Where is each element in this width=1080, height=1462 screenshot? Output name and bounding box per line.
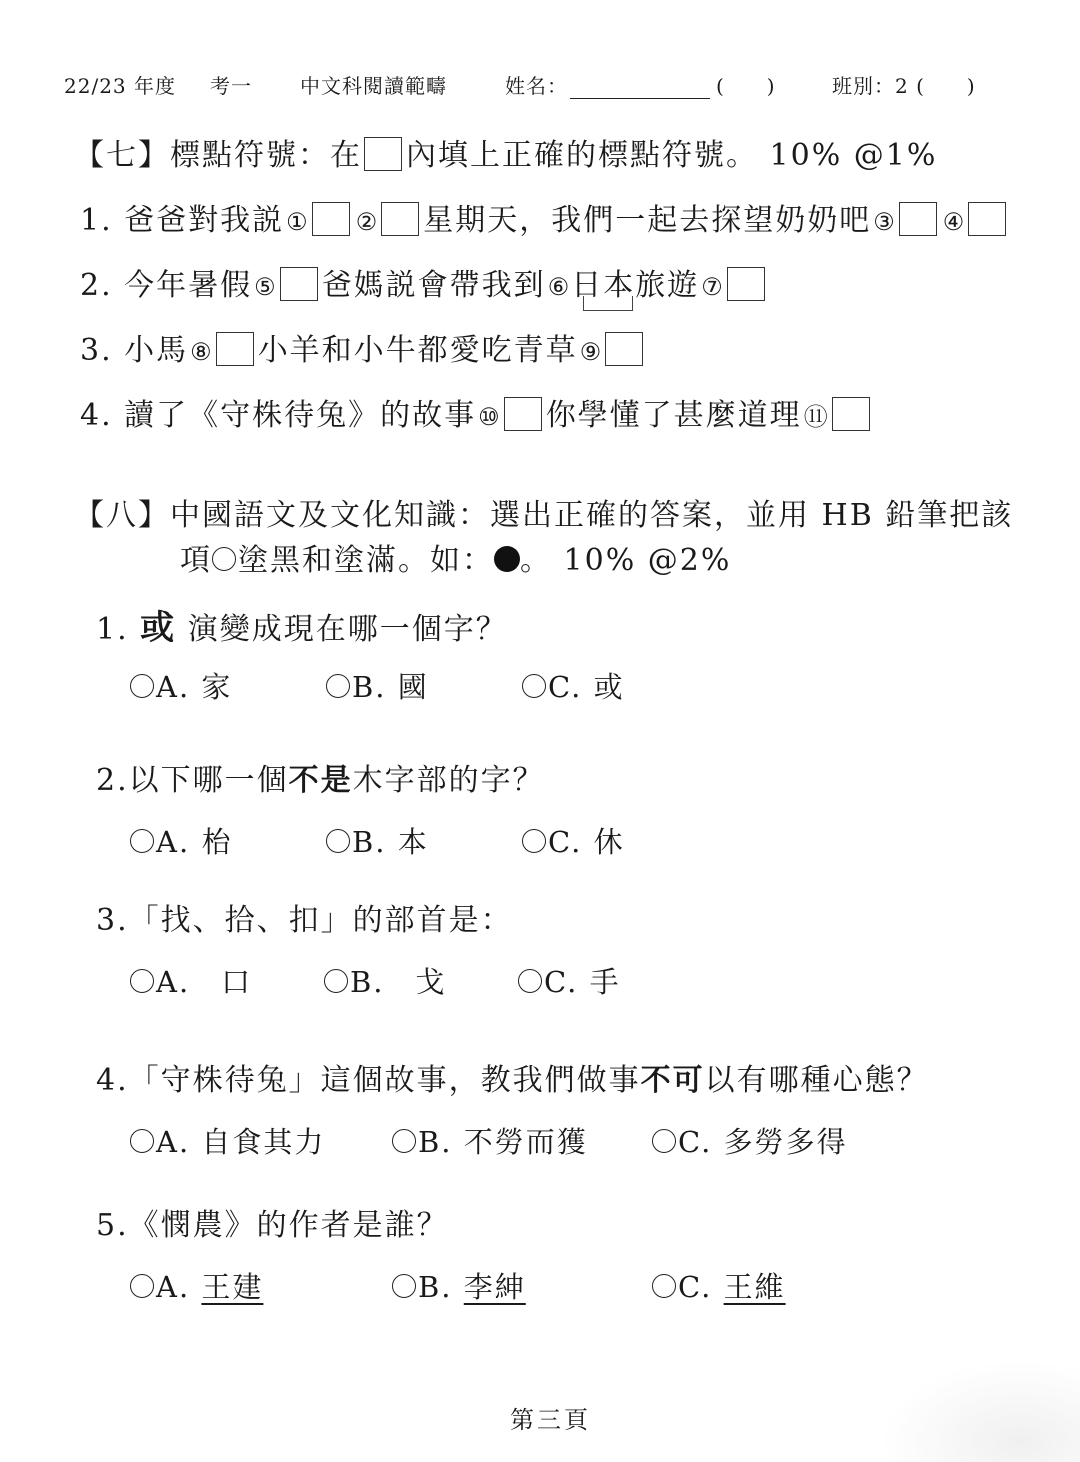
radio-icon[interactable] xyxy=(130,1274,154,1298)
radio-icon[interactable] xyxy=(518,969,542,993)
s7-question-1: 1. 爸爸對我説① ② 星期天，我們一起去探望奶奶吧③ ④ xyxy=(80,195,1010,239)
s7-question-4: 4. 讀了《守株待兔》的故事⑩ 你學懂了甚麼道理⑪ xyxy=(80,390,874,434)
answer-box-6-bracket[interactable] xyxy=(583,296,633,311)
radio-icon[interactable] xyxy=(522,829,546,853)
radio-icon[interactable] xyxy=(392,1129,416,1153)
answer-box-2[interactable] xyxy=(381,202,419,236)
answer-box-4[interactable] xyxy=(968,202,1006,236)
s8-question-3: 3.「找、拾、扣」的部首是： xyxy=(96,903,513,938)
ancient-character-icon: 或 xyxy=(140,608,177,648)
radio-icon[interactable] xyxy=(130,674,154,698)
radio-icon[interactable] xyxy=(130,1129,154,1153)
q4-option-c[interactable]: C. 多勞多得 xyxy=(652,1120,848,1161)
answer-box-1[interactable] xyxy=(312,202,350,236)
s7-question-2: 2. 今年暑假⑤ 爸媽説會帶我到⑥日本旅遊⑦ xyxy=(80,260,769,304)
s8-question-4: 4.「守株待兔」這個故事，教我們做事不可以有哪種心態？ xyxy=(96,1063,929,1098)
name-field-group xyxy=(505,70,776,99)
q2-option-c[interactable]: C. 休 xyxy=(522,820,625,861)
example-empty-circle-icon xyxy=(212,547,236,571)
page-number: 第三頁 xyxy=(510,1406,591,1434)
radio-icon[interactable] xyxy=(130,969,154,993)
q4-option-a[interactable]: A. 自食其力 xyxy=(130,1120,325,1161)
s8-question-2: 2.以下哪一個不是木字部的字？ xyxy=(96,763,545,798)
q4-option-b[interactable]: B. 不勞而獲 xyxy=(392,1120,588,1161)
header-year: 22/23 年度 xyxy=(64,74,176,98)
radio-icon[interactable] xyxy=(326,829,350,853)
answer-box-7[interactable] xyxy=(727,267,765,301)
radio-icon[interactable] xyxy=(326,674,350,698)
q5-option-b[interactable]: B. 李紳 xyxy=(392,1265,526,1306)
title-box-sample xyxy=(364,137,402,171)
radio-icon[interactable] xyxy=(392,1274,416,1298)
name-label: 姓名： xyxy=(505,74,568,98)
header-subject: 中文科閱讀範疇 xyxy=(300,74,447,98)
radio-icon[interactable] xyxy=(324,969,348,993)
q3-option-c[interactable]: C. 手 xyxy=(518,960,621,1001)
q3-option-a[interactable]: A. 口 xyxy=(130,960,252,1001)
name-input-line[interactable] xyxy=(570,80,710,99)
section8-title: 【八】中國語文及文化知識：選出正確的答案，並用 HB 鉛筆把該 xyxy=(74,498,1014,533)
q3-option-b[interactable]: B. 戈 xyxy=(324,960,447,1001)
radio-icon[interactable] xyxy=(522,674,546,698)
answer-box-9[interactable] xyxy=(605,332,643,366)
s8-question-5: 5.《憫農》的作者是誰？ xyxy=(96,1208,449,1243)
q1-option-b[interactable]: B. 國 xyxy=(326,665,429,706)
radio-icon[interactable] xyxy=(652,1274,676,1298)
s7-question-3: 3. 小馬⑧ 小羊和小牛都愛吃青草⑨ xyxy=(80,325,647,369)
q5-option-a[interactable]: A. 王建 xyxy=(130,1265,263,1306)
q2-option-b[interactable]: B. 本 xyxy=(326,820,429,861)
header-exam: 考一 xyxy=(210,74,252,98)
radio-icon[interactable] xyxy=(130,829,154,853)
answer-box-5[interactable] xyxy=(280,267,318,301)
section7-title: 【七】標點符號：在 內填上正確的標點符號。 10% @1% xyxy=(74,138,938,173)
answer-box-3[interactable] xyxy=(899,202,937,236)
q1-option-c[interactable]: C. 或 xyxy=(522,665,625,706)
q1-option-a[interactable]: A. 家 xyxy=(130,665,232,706)
s8-question-1: 1. 或 演變成現在哪一個字？ xyxy=(96,608,508,648)
class-label: 班別：2 ( ) xyxy=(832,74,976,98)
answer-box-10[interactable] xyxy=(504,397,542,431)
q5-option-c[interactable]: C. 王維 xyxy=(652,1265,786,1306)
q2-option-a[interactable]: A. 枱 xyxy=(130,820,232,861)
answer-box-8[interactable] xyxy=(216,332,254,366)
class-number-paren: ( ) xyxy=(716,74,776,98)
section8-title-line2: 項 塗黑和塗滿。如： 。 10% @2% xyxy=(180,543,732,578)
answer-box-11[interactable] xyxy=(832,397,870,431)
radio-icon[interactable] xyxy=(652,1129,676,1153)
paper-shadow xyxy=(880,1360,1080,1462)
filled-circle-icon xyxy=(494,546,520,572)
